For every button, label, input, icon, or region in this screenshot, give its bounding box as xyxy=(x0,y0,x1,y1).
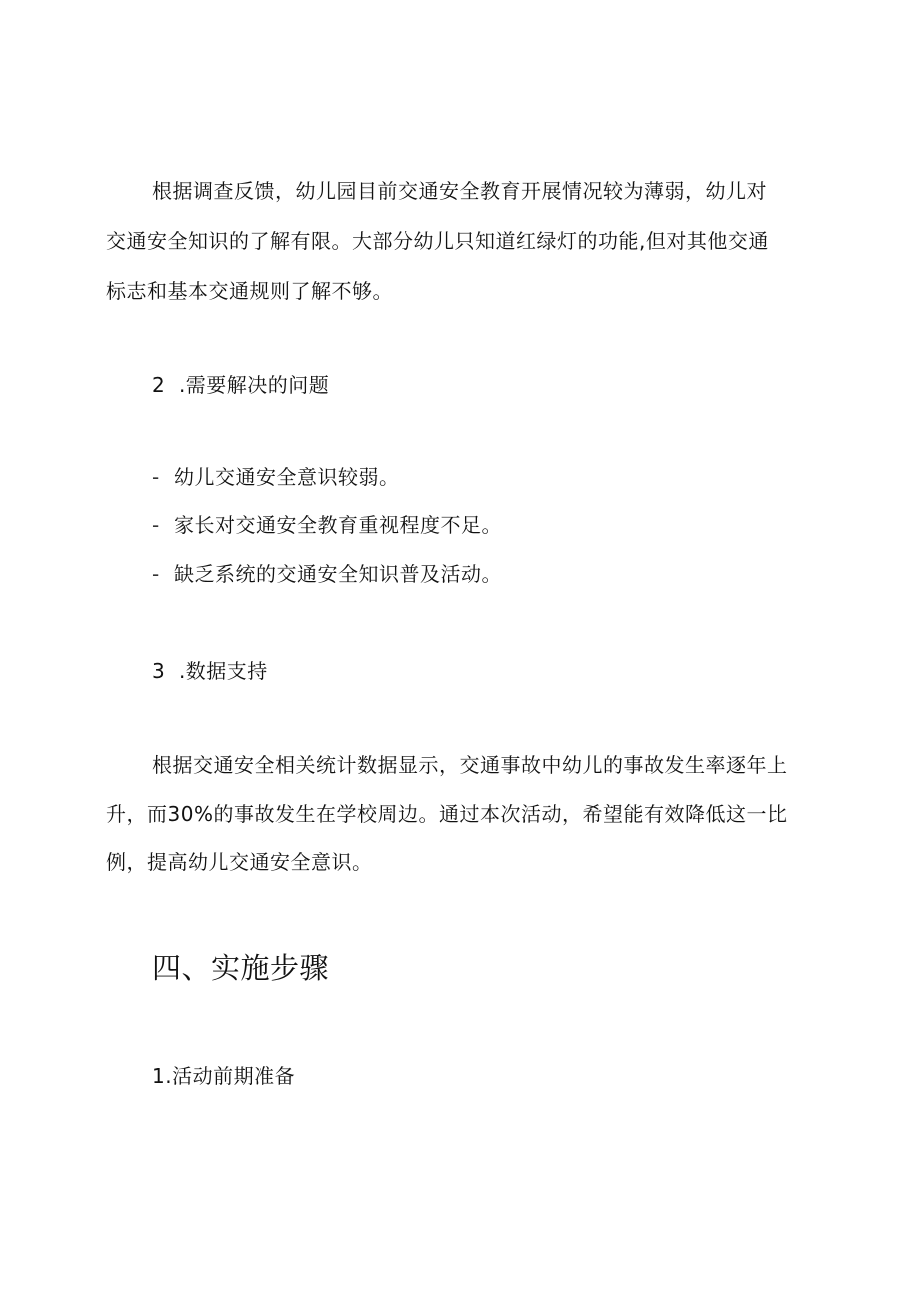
paragraph-1-line-2: 交通安全知识的了解有限。大部分幼儿只知道红绿灯的功能,但对其他交通 xyxy=(106,229,769,253)
bullet-marker: - xyxy=(152,465,160,489)
problem-bullet-3 xyxy=(152,561,502,587)
paragraph-2-line-1: 根据交通安全相关统计数据显示，交通事故中幼儿的事故发生率逐年上 xyxy=(152,753,788,777)
bullet-marker: - xyxy=(152,562,160,586)
paragraph-2-line-2: 升，而30%的事故发生在学校周边。通过本次活动，希望能有效降低这一比 xyxy=(106,802,788,826)
problem-bullet-text: 幼儿交通安全意识较弱。 xyxy=(174,465,400,489)
paragraph-1-line-3: 标志和基本交通规则了解不够。 xyxy=(106,279,393,303)
problem-bullet-1 xyxy=(152,464,400,490)
section-2-title: 2 .需要解决的问题 xyxy=(152,373,330,397)
paragraph-1-line-1: 根据调查反馈，幼儿园目前交通安全教育开展情况较为薄弱，幼儿对 xyxy=(152,179,767,203)
problem-bullet-text: 家长对交通安全教育重视程度不足。 xyxy=(174,513,502,537)
bullet-marker: - xyxy=(152,513,160,537)
problem-bullet-text: 缺乏系统的交通安全知识普及活动。 xyxy=(174,562,502,586)
problem-bullet-2 xyxy=(152,512,502,538)
section-3-title: 3 .数据支持 xyxy=(152,659,268,683)
step-1-title: 1.活动前期准备 xyxy=(152,1064,296,1088)
paragraph-2-line-3: 例，提高幼儿交通安全意识。 xyxy=(106,850,373,874)
chapter-4-heading: 四、实施步骤 xyxy=(152,951,330,985)
